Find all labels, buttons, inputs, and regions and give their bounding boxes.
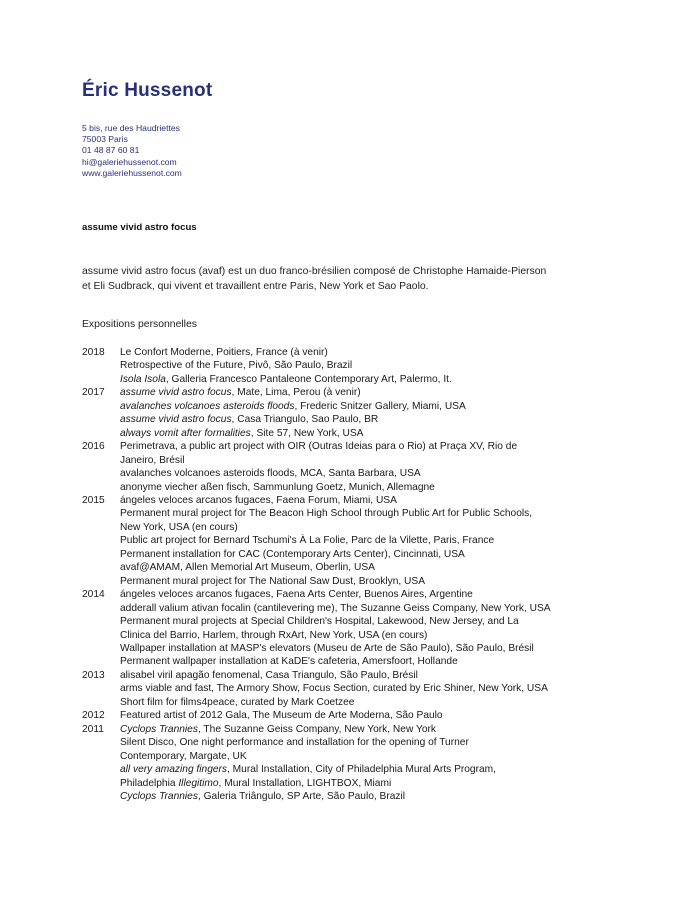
exhibition-entries (120, 494, 642, 588)
exhibition-text: Permanent wallpaper installation at KaDE's cafeteria, Amersfoort, Hollande (120, 656, 458, 668)
exhibition-year: 2013 (82, 669, 105, 681)
exhibition-text: Permanent mural project for The National Saw Dust, Brooklyn, USA (120, 575, 426, 587)
exhibition-title: assume vivid astro focus (120, 387, 232, 399)
exhibitions-list (82, 346, 642, 803)
exhibition-line (120, 413, 642, 426)
exhibition-text: Perimetrava, a public art project with OIR (Outras Ideias para o Rio) at Praça XV, Rio de (120, 441, 518, 453)
exhibition-title: Illegitimo (178, 777, 219, 789)
exhibition-line (120, 696, 642, 709)
exhibition-text: Permanent mural projects at Special Children's Hospital, Lakewood, New Jersey, and La (120, 616, 519, 628)
exhibition-line (120, 400, 642, 413)
phone-number: 01 48 87 60 81 (82, 145, 140, 156)
exhibition-entries (120, 386, 642, 440)
exhibition-year-group (82, 723, 642, 804)
exhibition-line (120, 521, 642, 534)
artist-name: assume vivid astro focus (82, 222, 197, 233)
exhibition-line (120, 602, 642, 615)
exhibition-text: Le Confort Moderne, Poitiers, France (à venir) (120, 347, 328, 358)
exhibition-text: Clinica del Barrio, Harlem, through RxArt, New York, USA (en cours) (120, 629, 428, 641)
exhibition-line (120, 386, 642, 399)
gallery-contact-block (82, 123, 182, 179)
exhibition-entries (120, 723, 642, 804)
exhibition-entries (120, 346, 642, 386)
exhibition-year-group (82, 386, 642, 440)
exhibition-text: , Frederic Snitzer Gallery, Miami, USA (294, 400, 466, 412)
exhibition-line (120, 467, 642, 480)
exhibition-line (120, 669, 642, 682)
exhibition-line (120, 481, 642, 494)
exhibition-title: avalanches volcanoes asteroids floods (120, 400, 295, 412)
exhibition-line (120, 427, 642, 440)
exhibition-year: 2016 (82, 441, 105, 453)
exhibition-text: Permanent mural project for The Beacon High School through Public Art for Public Schools, (120, 508, 533, 520)
exhibition-title: assume vivid astro focus (120, 414, 232, 426)
exhibition-entries (120, 440, 642, 494)
exhibition-line (120, 629, 642, 642)
exhibition-line (120, 763, 642, 776)
exhibition-text: anonyme viecher aßen fisch, Sammunlung Goetz, Munich, Allemagne (120, 481, 435, 493)
exhibition-text: , The Suzanne Geiss Company, New York, New York (197, 723, 436, 735)
exhibition-line (120, 346, 642, 359)
exhibition-line (120, 790, 642, 803)
exhibition-text: , Galeria Triângulo, SP Arte, São Paulo, Brazil (197, 790, 406, 802)
exhibition-line (120, 507, 642, 520)
exhibition-line (120, 373, 642, 386)
exhibition-year: 2015 (82, 494, 105, 506)
exhibition-line (120, 709, 642, 722)
exhibition-entries (120, 588, 642, 669)
exhibition-text: Permanent installation for CAC (Contemporary Arts Center), Cincinnati, USA (120, 548, 465, 560)
exhibition-text: adderall valium ativan focalin (cantilevering me), The Suzanne Geiss Company, New York, USA (120, 602, 551, 614)
address-line-city: 75003 Paris (82, 134, 128, 145)
exhibition-text: Public art project for Bernard Tschumi's À La Folie, Parc de la Vilette, Paris, France (120, 535, 495, 547)
exhibition-line (120, 588, 642, 601)
exhibition-line (120, 615, 642, 628)
exhibition-text: Retrospective of the Future, Pivô, São Paulo, Brazil (120, 360, 353, 372)
exhibition-title: Isola Isola (120, 373, 166, 385)
exhibition-text: , Casa Triangulo, Sao Paulo, BR (231, 414, 379, 426)
exhibition-text: ángeles veloces arcanos fugaces, Faena Arts Center, Buenos Aires, Argentine (120, 589, 473, 601)
exhibition-year-group (82, 440, 642, 494)
exhibition-line (120, 575, 642, 588)
exhibition-line (120, 682, 642, 695)
exhibition-line (120, 750, 642, 763)
exhibition-year-group (82, 709, 642, 722)
exhibition-year-group (82, 346, 642, 386)
exhibition-text: Philadelphia (120, 777, 179, 789)
section-title: Expositions personnelles (82, 319, 197, 330)
exhibition-year-group (82, 588, 642, 669)
exhibition-line (120, 454, 642, 467)
exhibition-line (120, 736, 642, 749)
intro-line: assume vivid astro focus (avaf) est un duo franco-brésilien composé de Christophe Hamaide-Pierson (82, 266, 547, 277)
exhibition-line (120, 642, 642, 655)
exhibition-year-group (82, 494, 642, 588)
exhibition-text: Janeiro, Brésil (120, 454, 185, 466)
exhibition-title: all very amazing fingers (120, 764, 228, 776)
exhibition-year: 2012 (82, 710, 105, 722)
exhibition-line (120, 561, 642, 574)
intro-paragraph (82, 265, 642, 294)
exhibition-line (120, 359, 642, 372)
exhibition-text: , Mate, Lima, Perou (à venir) (231, 387, 361, 399)
exhibition-year-group (82, 669, 642, 709)
exhibition-text: , Site 57, New York, USA (250, 427, 364, 439)
exhibition-line (120, 723, 642, 736)
exhibition-text: Featured artist of 2012 Gala, The Museum de Arte Moderna, São Paulo (120, 710, 443, 722)
exhibition-line (120, 655, 642, 668)
exhibition-year: 2014 (82, 589, 105, 601)
exhibition-title: Cyclops Trannies (120, 723, 198, 735)
exhibition-year: 2018 (82, 347, 105, 358)
exhibition-text: avalanches volcanoes asteroids floods, MCA, Santa Barbara, USA (120, 468, 421, 480)
address-line-street: 5 bis, rue des Haudriettes (82, 123, 180, 133)
exhibition-entries (120, 709, 642, 722)
exhibition-year: 2017 (82, 387, 105, 399)
exhibition-year: 2011 (82, 723, 104, 735)
exhibition-text: Short film for films4peace, curated by Mark Coetzee (120, 696, 355, 708)
exhibition-text: , Mural Installation, City of Philadelphia Mural Arts Program, (227, 764, 496, 776)
exhibition-text: arms viable and fast, The Armory Show, Focus Section, curated by Eric Shiner, New York, USA (120, 683, 548, 695)
exhibition-text: , Galleria Francesco Pantaleone Contemporary Art, Palermo, It. (165, 373, 452, 385)
email-link[interactable]: hi@galeriehussenot.com (82, 156, 177, 167)
exhibition-title: Cyclops Trannies (120, 790, 198, 802)
exhibition-text: Wallpaper installation at MASP's elevators (Museu de Arte de São Paulo), São Paulo, Brésil (120, 642, 534, 654)
exhibition-text: avaf@AMAM, Allen Memorial Art Museum, Oberlin, USA (120, 562, 375, 574)
exhibition-text: ángeles veloces arcanos fugaces, Faena Forum, Miami, USA (120, 494, 397, 506)
website-link[interactable]: www.galeriehussenot.com (82, 167, 182, 178)
exhibition-entries (120, 669, 642, 709)
gallery-name: Éric Hussenot (82, 80, 213, 101)
exhibition-text: alisabel viril apagão fenomenal, Casa Triangulo, São Paulo, Brésil (120, 669, 418, 681)
intro-line: et Eli Sudbrack, qui vivent et travaillent entre Paris, New York et Sao Paolo. (82, 280, 429, 292)
exhibition-line (120, 494, 642, 507)
exhibition-line (120, 440, 642, 453)
exhibition-text: New York, USA (en cours) (120, 521, 238, 533)
exhibition-title: always vomit after formalities (120, 427, 251, 439)
exhibition-line (120, 548, 642, 561)
exhibition-text: Contemporary, Margate, UK (120, 750, 247, 762)
exhibition-text: , Mural Installation, LIGHTBOX, Miami (218, 777, 392, 789)
exhibition-text: Silent Disco, One night performance and installation for the opening of Turner (120, 737, 469, 749)
exhibition-line (120, 777, 642, 790)
exhibition-line (120, 534, 642, 547)
